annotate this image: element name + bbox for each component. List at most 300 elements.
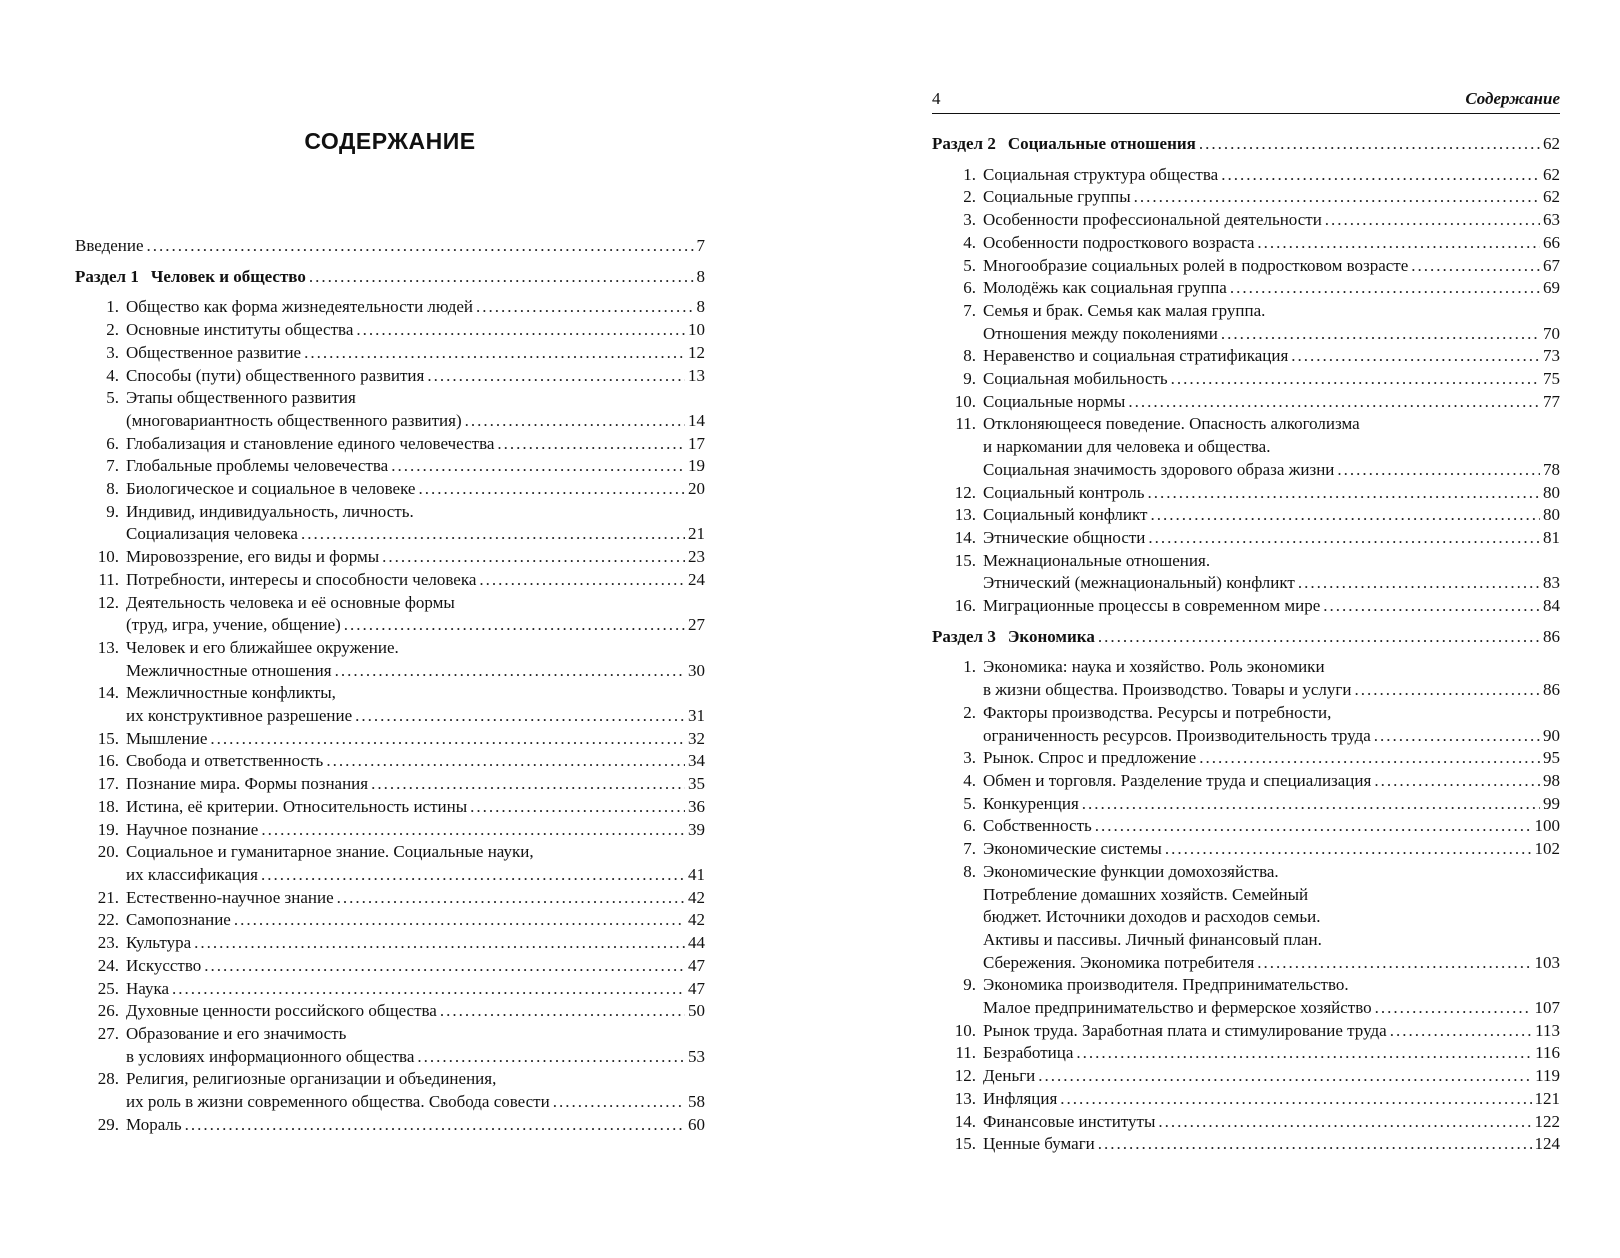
toc-line bbox=[983, 838, 1560, 861]
entry-text: Собственность bbox=[983, 816, 1092, 836]
section-heading bbox=[75, 266, 705, 289]
entry-body bbox=[983, 527, 1560, 550]
toc-entry bbox=[932, 504, 1560, 527]
toc-entry bbox=[932, 861, 1560, 975]
toc-entry bbox=[932, 1133, 1560, 1156]
toc-entry bbox=[75, 796, 705, 819]
page-ref: 86 bbox=[1543, 626, 1560, 646]
leader-dots bbox=[304, 342, 685, 365]
entry-number: 10. bbox=[954, 1020, 976, 1040]
entry-number: 6. bbox=[963, 816, 976, 836]
entry-text: Социальные нормы bbox=[983, 391, 1126, 411]
toc-entry bbox=[75, 296, 705, 319]
page-ref: 77 bbox=[1543, 391, 1560, 411]
toc-entry bbox=[75, 592, 705, 637]
entry-number: 7. bbox=[106, 456, 119, 476]
page-ref: 70 bbox=[1543, 323, 1560, 343]
entry-text: бюджет. Источники доходов и расходов семьи. bbox=[983, 907, 1321, 927]
leader-dots bbox=[1171, 368, 1540, 391]
entry-number: 15. bbox=[97, 728, 119, 748]
entry-body bbox=[983, 482, 1560, 505]
page-ref: 13 bbox=[688, 365, 705, 385]
entry-text: Социальное и гуманитарное знание. Социальные науки, bbox=[126, 842, 534, 862]
entry-number: 19. bbox=[97, 819, 119, 839]
entry-text: Особенности подросткового возраста bbox=[983, 232, 1255, 252]
entry-text: Мировоззрение, его виды и формы bbox=[126, 547, 380, 567]
entry-number: 4. bbox=[963, 770, 976, 790]
entry-number: 27. bbox=[97, 1023, 119, 1043]
entry-body bbox=[126, 728, 705, 751]
entry-number: 22. bbox=[97, 910, 119, 930]
entry-body bbox=[983, 504, 1560, 527]
page-ref: 62 bbox=[1543, 164, 1560, 184]
entry-number: 4. bbox=[963, 232, 976, 252]
entry-number: 4. bbox=[106, 365, 119, 385]
toc-line bbox=[983, 209, 1560, 232]
toc-entry bbox=[75, 1068, 705, 1113]
entry-body bbox=[983, 209, 1560, 232]
entry-number: 3. bbox=[106, 342, 119, 362]
toc-line bbox=[983, 550, 1560, 573]
entry-body bbox=[126, 773, 705, 796]
page-ref: 34 bbox=[688, 751, 705, 771]
leader-dots bbox=[417, 1046, 685, 1069]
entry-number: 29. bbox=[97, 1114, 119, 1134]
entry-text: Социальная значимость здорового образа жизни bbox=[983, 459, 1335, 479]
toc-line bbox=[126, 1068, 705, 1091]
intro-entry bbox=[75, 235, 705, 258]
toc-line bbox=[126, 410, 705, 433]
entry-body bbox=[983, 770, 1560, 793]
toc-line bbox=[126, 319, 705, 342]
toc-line bbox=[983, 459, 1560, 482]
entry-text: Деятельность человека и её основные формы bbox=[126, 592, 455, 612]
entry-number: 10. bbox=[954, 391, 976, 411]
toc-line bbox=[983, 1020, 1560, 1043]
toc-line bbox=[126, 1023, 705, 1046]
entry-number: 12. bbox=[954, 1066, 976, 1086]
toc-line bbox=[932, 133, 1560, 156]
toc-line bbox=[932, 626, 1560, 649]
page-ref: 73 bbox=[1543, 346, 1560, 366]
entry-text: Межличностные конфликты, bbox=[126, 683, 336, 703]
toc-line bbox=[126, 728, 705, 751]
toc-line bbox=[983, 1088, 1560, 1111]
toc-entry bbox=[75, 932, 705, 955]
entry-text: Неравенство и социальная стратификация bbox=[983, 346, 1289, 366]
toc-entry bbox=[932, 702, 1560, 747]
leader-dots bbox=[382, 546, 685, 569]
entry-number: 7. bbox=[963, 300, 976, 320]
entry-number: 11. bbox=[955, 414, 976, 434]
entry-number: 16. bbox=[97, 751, 119, 771]
toc-line bbox=[126, 546, 705, 569]
toc-line bbox=[983, 861, 1560, 884]
entry-number: 15. bbox=[954, 1134, 976, 1154]
leader-dots bbox=[326, 750, 685, 773]
toc-line bbox=[983, 482, 1560, 505]
entry-number: 12. bbox=[97, 592, 119, 612]
entry-body bbox=[126, 841, 705, 886]
section-number: Раздел 2 bbox=[932, 134, 996, 153]
toc-line bbox=[983, 595, 1560, 618]
entry-body bbox=[983, 1020, 1560, 1043]
entry-text: Мышление bbox=[126, 728, 208, 748]
entry-text: Биологическое и социальное в человеке bbox=[126, 479, 416, 499]
toc-line bbox=[983, 413, 1560, 436]
toc-line bbox=[983, 952, 1560, 975]
entry-number: 20. bbox=[97, 842, 119, 862]
entry-text: Образование и его значимость bbox=[126, 1023, 347, 1043]
page-ref: 78 bbox=[1543, 459, 1560, 479]
entry-body bbox=[126, 387, 705, 432]
toc-entry bbox=[75, 728, 705, 751]
toc-line bbox=[75, 235, 705, 258]
toc-entry bbox=[932, 595, 1560, 618]
entry-body bbox=[983, 974, 1560, 1019]
entry-text: Отношения между поколениями bbox=[983, 323, 1218, 343]
entry-text: Социальный контроль bbox=[983, 482, 1145, 502]
entry-number: 14. bbox=[954, 1111, 976, 1131]
entry-text: Особенности профессиональной деятельности bbox=[983, 210, 1322, 230]
entry-number: 11. bbox=[955, 1043, 976, 1063]
entry-number: 2. bbox=[963, 187, 976, 207]
leader-dots bbox=[497, 433, 685, 456]
entry-text: Многообразие социальных ролей в подростковом возрасте bbox=[983, 255, 1409, 275]
leader-dots bbox=[335, 660, 685, 683]
page-ref: 53 bbox=[688, 1046, 705, 1066]
entry-number: 9. bbox=[963, 369, 976, 389]
toc-entry bbox=[932, 1042, 1560, 1065]
entry-body bbox=[983, 550, 1560, 595]
entry-body bbox=[126, 932, 705, 955]
entry-text: Сбережения. Экономика потребителя bbox=[983, 952, 1255, 972]
page-ref: 30 bbox=[688, 660, 705, 680]
leader-dots bbox=[1390, 1020, 1532, 1043]
entry-number: 8. bbox=[963, 861, 976, 881]
entry-text: Конкуренция bbox=[983, 793, 1079, 813]
toc-line bbox=[126, 1000, 705, 1023]
page-ref: 12 bbox=[688, 342, 705, 362]
toc-entry bbox=[932, 527, 1560, 550]
toc-line bbox=[983, 345, 1560, 368]
toc-line bbox=[983, 702, 1560, 725]
entry-body bbox=[126, 365, 705, 388]
entry-text: Миграционные процессы в современном мире bbox=[983, 596, 1321, 616]
leader-dots bbox=[356, 319, 685, 342]
entry-body bbox=[126, 796, 705, 819]
entry-number: 21. bbox=[97, 887, 119, 907]
page-ref: 21 bbox=[688, 524, 705, 544]
entry-text: Финансовые институты bbox=[983, 1111, 1156, 1131]
entry-text: Общество как форма жизнедеятельности людей bbox=[126, 297, 474, 317]
toc-line bbox=[126, 819, 705, 842]
leader-dots bbox=[371, 773, 685, 796]
page-ref: 7 bbox=[696, 236, 705, 255]
entry-number: 6. bbox=[963, 278, 976, 298]
section-label bbox=[75, 266, 306, 289]
toc-line bbox=[983, 186, 1560, 209]
entry-body bbox=[126, 342, 705, 365]
entry-body bbox=[983, 656, 1560, 701]
entry-number: 3. bbox=[963, 210, 976, 230]
page-ref: 98 bbox=[1543, 770, 1560, 790]
entry-body bbox=[983, 702, 1560, 747]
entry-text: Экономика производителя. Предпринимательство. bbox=[983, 975, 1349, 995]
toc-line bbox=[983, 747, 1560, 770]
section-body bbox=[932, 133, 1560, 156]
entry-text: Рынок труда. Заработная плата и стимулирование труда bbox=[983, 1020, 1387, 1040]
entry-body bbox=[983, 815, 1560, 838]
entry-number: 24. bbox=[97, 955, 119, 975]
entry-number: 5. bbox=[963, 255, 976, 275]
toc-entry bbox=[75, 750, 705, 773]
leader-dots bbox=[301, 523, 685, 546]
toc-line bbox=[983, 255, 1560, 278]
page-ref: 95 bbox=[1543, 748, 1560, 768]
entry-text: Основные институты общества bbox=[126, 320, 354, 340]
entry-text: Социальный конфликт bbox=[983, 505, 1148, 525]
toc-entry bbox=[75, 478, 705, 501]
entry-text: и наркомании для человека и общества. bbox=[983, 437, 1271, 457]
entry-body bbox=[126, 592, 705, 637]
leader-dots bbox=[553, 1091, 685, 1114]
entry-text: Малое предпринимательство и фермерское хозяйство bbox=[983, 998, 1372, 1018]
entry-text: Ценные бумаги bbox=[983, 1134, 1095, 1154]
toc-entry bbox=[75, 887, 705, 910]
toc-line bbox=[126, 796, 705, 819]
leader-dots bbox=[1150, 504, 1540, 527]
entry-number: 1. bbox=[963, 657, 976, 677]
toc-entry bbox=[932, 413, 1560, 481]
page-ref: 121 bbox=[1534, 1088, 1560, 1108]
toc-line bbox=[126, 932, 705, 955]
page-ref: 113 bbox=[1535, 1020, 1560, 1040]
leader-dots bbox=[418, 478, 685, 501]
toc-entry bbox=[932, 345, 1560, 368]
entry-text: Этнические общности bbox=[983, 527, 1146, 547]
page-ref: 75 bbox=[1543, 369, 1560, 389]
entry-body bbox=[126, 637, 705, 682]
entry-text: Инфляция bbox=[983, 1088, 1058, 1108]
entry-body bbox=[126, 887, 705, 910]
toc-line bbox=[126, 1114, 705, 1137]
entry-text: их конструктивное разрешение bbox=[126, 706, 353, 726]
entry-body bbox=[126, 296, 705, 319]
entry-number: 13. bbox=[954, 1088, 976, 1108]
entry-body bbox=[983, 255, 1560, 278]
page-ref: 42 bbox=[688, 887, 705, 907]
leader-dots bbox=[1374, 770, 1540, 793]
page-ref: 58 bbox=[688, 1092, 705, 1112]
entry-number: 13. bbox=[954, 505, 976, 525]
entry-text: Естественно-научное знание bbox=[126, 887, 334, 907]
page-ref: 42 bbox=[688, 910, 705, 930]
toc-entry bbox=[75, 501, 705, 546]
leader-dots bbox=[1148, 527, 1540, 550]
toc-entry bbox=[932, 1065, 1560, 1088]
toc-entry bbox=[75, 569, 705, 592]
leader-dots bbox=[337, 887, 685, 910]
toc-entry bbox=[75, 978, 705, 1001]
toc-line bbox=[126, 955, 705, 978]
leader-dots bbox=[1038, 1065, 1532, 1088]
entry-number: 16. bbox=[954, 596, 976, 616]
entry-number: 11. bbox=[98, 569, 119, 589]
entry-body bbox=[126, 546, 705, 569]
leader-dots bbox=[1165, 838, 1532, 861]
toc-entry bbox=[75, 433, 705, 456]
toc-line bbox=[126, 478, 705, 501]
entry-body bbox=[983, 747, 1560, 770]
leader-dots bbox=[1257, 232, 1540, 255]
toc-line bbox=[126, 433, 705, 456]
leader-dots bbox=[1230, 277, 1540, 300]
entry-number: 8. bbox=[106, 479, 119, 499]
entry-text: Этнический (межнациональный) конфликт bbox=[983, 573, 1295, 593]
entry-body bbox=[126, 1068, 705, 1113]
leader-dots bbox=[1337, 459, 1540, 482]
leader-dots bbox=[470, 796, 685, 819]
toc-entry bbox=[932, 747, 1560, 770]
page-ref: 19 bbox=[688, 456, 705, 476]
entry-text: Научное познание bbox=[126, 819, 259, 839]
entry-body bbox=[983, 1111, 1560, 1134]
toc-entry bbox=[932, 164, 1560, 187]
leader-dots bbox=[1158, 1111, 1531, 1134]
entry-body bbox=[126, 750, 705, 773]
entry-body bbox=[126, 819, 705, 842]
page-ref: 63 bbox=[1543, 210, 1560, 230]
page-ref: 31 bbox=[688, 706, 705, 726]
entry-body bbox=[983, 300, 1560, 345]
entry-number: 14. bbox=[97, 683, 119, 703]
entry-number: 14. bbox=[954, 527, 976, 547]
entry-text: Активы и пассивы. Личный финансовый план. bbox=[983, 929, 1322, 949]
page-ref: 41 bbox=[688, 864, 705, 884]
entry-text: Межличностные отношения bbox=[126, 660, 332, 680]
toc-line bbox=[126, 887, 705, 910]
toc-line bbox=[75, 266, 705, 289]
entry-number: 12. bbox=[954, 482, 976, 502]
entry-number: 5. bbox=[106, 388, 119, 408]
entry-body bbox=[983, 595, 1560, 618]
page-ref: 14 bbox=[688, 410, 705, 430]
page-ref: 35 bbox=[688, 774, 705, 794]
leader-dots bbox=[234, 909, 685, 932]
page-ref: 83 bbox=[1543, 573, 1560, 593]
page-ref: 81 bbox=[1543, 527, 1560, 547]
toc-entry bbox=[75, 955, 705, 978]
entry-body bbox=[983, 861, 1560, 975]
page-ref: 60 bbox=[688, 1114, 705, 1134]
entry-number: 3. bbox=[963, 748, 976, 768]
toc-line bbox=[126, 387, 705, 410]
entry-text: Семья и брак. Семья как малая группа. bbox=[983, 300, 1266, 320]
entry-number: 9. bbox=[963, 975, 976, 995]
entry-text: Культура bbox=[126, 933, 192, 953]
toc-line bbox=[126, 978, 705, 1001]
entry-text: Самопознание bbox=[126, 910, 231, 930]
leader-dots bbox=[1374, 725, 1540, 748]
toc-line bbox=[126, 773, 705, 796]
entry-number: 10. bbox=[97, 547, 119, 567]
leader-dots bbox=[476, 296, 693, 319]
entry-text: Деньги bbox=[983, 1066, 1036, 1086]
toc-entry bbox=[932, 838, 1560, 861]
entry-text: Глобализация и становление единого человечества bbox=[126, 433, 495, 453]
page-ref: 44 bbox=[688, 933, 705, 953]
entry-number: 18. bbox=[97, 796, 119, 816]
entry-text: Глобальные проблемы человечества bbox=[126, 456, 389, 476]
entry-body bbox=[983, 1065, 1560, 1088]
entry-text: Социальные группы bbox=[983, 187, 1131, 207]
toc-entry bbox=[75, 387, 705, 432]
entry-text: Способы (пути) общественного развития bbox=[126, 365, 425, 385]
toc-entry bbox=[932, 656, 1560, 701]
toc-entry bbox=[75, 1114, 705, 1137]
entry-number: 28. bbox=[97, 1069, 119, 1089]
toc-entry bbox=[932, 793, 1560, 816]
leader-dots bbox=[147, 235, 694, 258]
page-ref: 62 bbox=[1543, 187, 1560, 207]
toc-line bbox=[126, 705, 705, 728]
entry-text: Молодёжь как социальная группа bbox=[983, 278, 1227, 298]
toc-entry bbox=[932, 232, 1560, 255]
toc-line bbox=[983, 1065, 1560, 1088]
entry-number: 26. bbox=[97, 1001, 119, 1021]
entry-body bbox=[983, 793, 1560, 816]
toc-entry bbox=[75, 819, 705, 842]
entry-number: 2. bbox=[963, 702, 976, 722]
leader-dots bbox=[465, 410, 685, 433]
entry-text: Религия, религиозные организации и объединения, bbox=[126, 1069, 497, 1089]
toc-item-group bbox=[75, 296, 705, 1136]
entry-body bbox=[126, 319, 705, 342]
entry-text: Потребление домашних хозяйств. Семейный bbox=[983, 884, 1309, 904]
entry-body bbox=[126, 682, 705, 727]
entry-text: Этапы общественного развития bbox=[126, 388, 356, 408]
toc-entry bbox=[932, 1020, 1560, 1043]
entry-body bbox=[983, 1133, 1560, 1156]
toc-entry bbox=[75, 841, 705, 886]
entry-text: Межнациональные отношения. bbox=[983, 550, 1211, 570]
entry-text: Человек и его ближайшее окружение. bbox=[126, 637, 399, 657]
toc-entry bbox=[932, 368, 1560, 391]
toc-entry bbox=[932, 1088, 1560, 1111]
section-body bbox=[75, 266, 705, 289]
toc-line bbox=[126, 569, 705, 592]
toc-entry bbox=[932, 1111, 1560, 1134]
entry-text: Познание мира. Формы познания bbox=[126, 774, 369, 794]
toc-line bbox=[126, 501, 705, 524]
section-title: Экономика bbox=[1007, 626, 1095, 646]
toc-line bbox=[126, 342, 705, 365]
toc-line bbox=[126, 637, 705, 660]
page-title: СОДЕРЖАНИЕ bbox=[304, 128, 476, 154]
toc-line bbox=[983, 232, 1560, 255]
leader-dots bbox=[1323, 595, 1540, 618]
entry-text: Социализация человека bbox=[126, 524, 298, 544]
toc-entry bbox=[75, 455, 705, 478]
entry-text: Рынок. Спрос и предложение bbox=[983, 748, 1197, 768]
entry-text: (многовариантность общественного развития) bbox=[126, 410, 462, 430]
leader-dots bbox=[355, 705, 685, 728]
toc-item-group bbox=[932, 164, 1560, 618]
toc-line bbox=[126, 614, 705, 637]
toc-entry bbox=[75, 909, 705, 932]
page-ref: 116 bbox=[1535, 1043, 1560, 1063]
